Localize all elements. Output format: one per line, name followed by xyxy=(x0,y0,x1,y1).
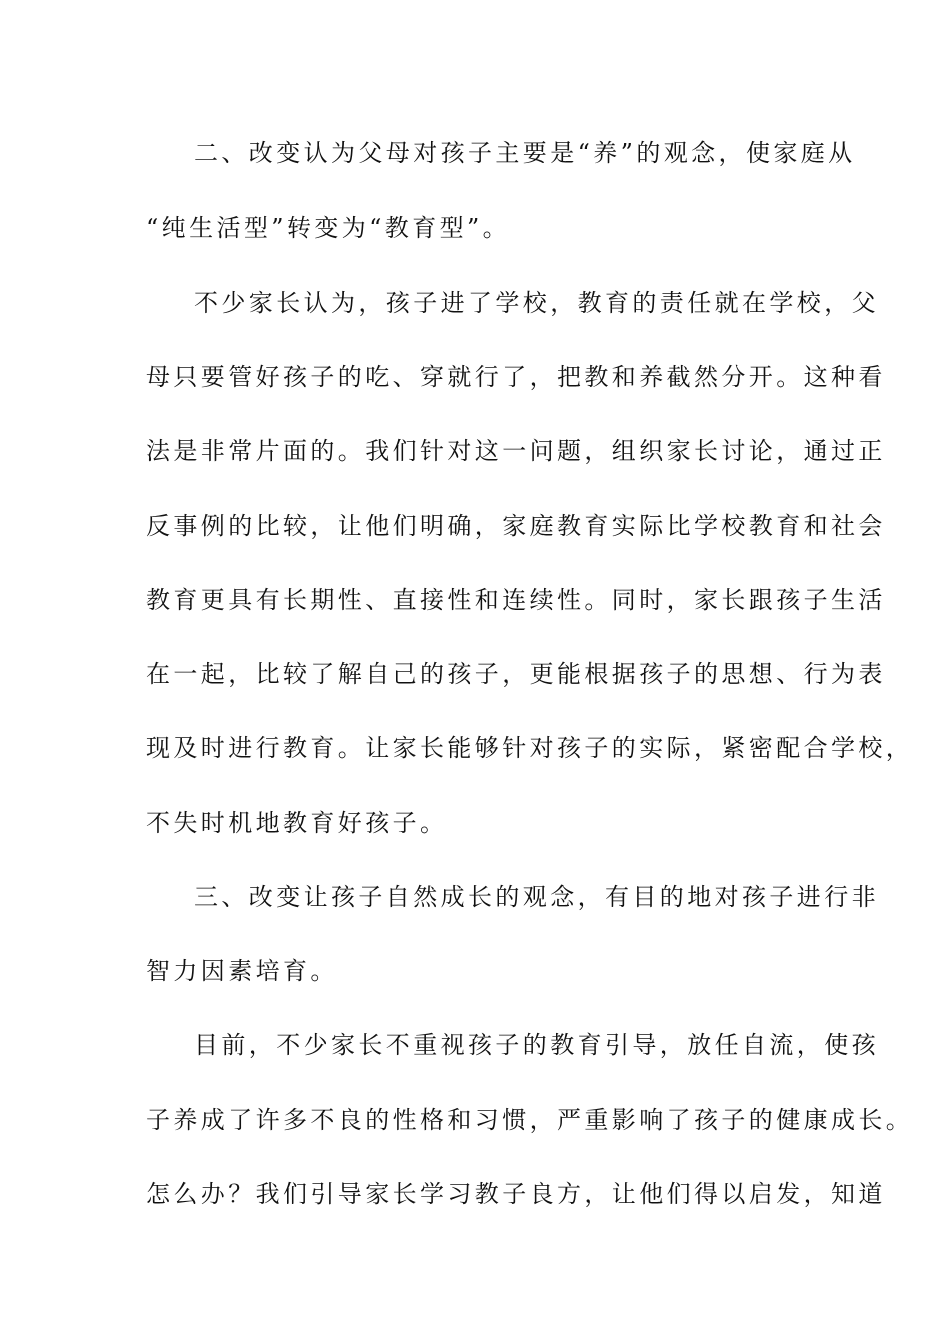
paragraph-heading-3-line-1: 三、改变让孩子自然成长的观念，有目的地对孩子进行非 xyxy=(194,883,879,911)
paragraph-heading-2-line-1: 二、改变认为父母对孩子主要是“养”的观念，使家庭从 xyxy=(194,139,856,167)
paragraph-2-line-2: 子养成了许多不良的性格和习惯，严重影响了孩子的健康成长。 xyxy=(146,1106,914,1134)
paragraph-1-line-5: 教育更具有长期性、直接性和连续性。同时，家长跟孩子生活 xyxy=(146,586,886,614)
paragraph-2-line-1: 目前，不少家长不重视孩子的教育引导，放任自流，使孩 xyxy=(194,1031,879,1059)
paragraph-heading-2-line-2: “纯生活型”转变为“教育型”。 xyxy=(146,214,511,242)
paragraph-1-line-1: 不少家长认为，孩子进了学校，教育的责任就在学校，父 xyxy=(194,289,879,317)
paragraph-1-line-2: 母只要管好孩子的吃、穿就行了，把教和养截然分开。这种看 xyxy=(146,363,886,391)
paragraph-1-line-7: 现及时进行教育。让家长能够针对孩子的实际，紧密配合学校， xyxy=(146,734,914,762)
paragraph-1-line-4: 反事例的比较，让他们明确，家庭教育实际比学校教育和社会 xyxy=(146,512,886,540)
paragraph-1-line-8: 不失时机地教育好孩子。 xyxy=(146,809,448,837)
paragraph-2-line-3: 怎么办？我们引导家长学习教子良方，让他们得以启发，知道 xyxy=(146,1180,886,1208)
paragraph-heading-3-line-2: 智力因素培育。 xyxy=(146,957,338,985)
paragraph-1-line-3: 法是非常片面的。我们针对这一问题，组织家长讨论，通过正 xyxy=(146,437,886,465)
paragraph-1-line-6: 在一起，比较了解自己的孩子，更能根据孩子的思想、行为表 xyxy=(146,660,886,688)
